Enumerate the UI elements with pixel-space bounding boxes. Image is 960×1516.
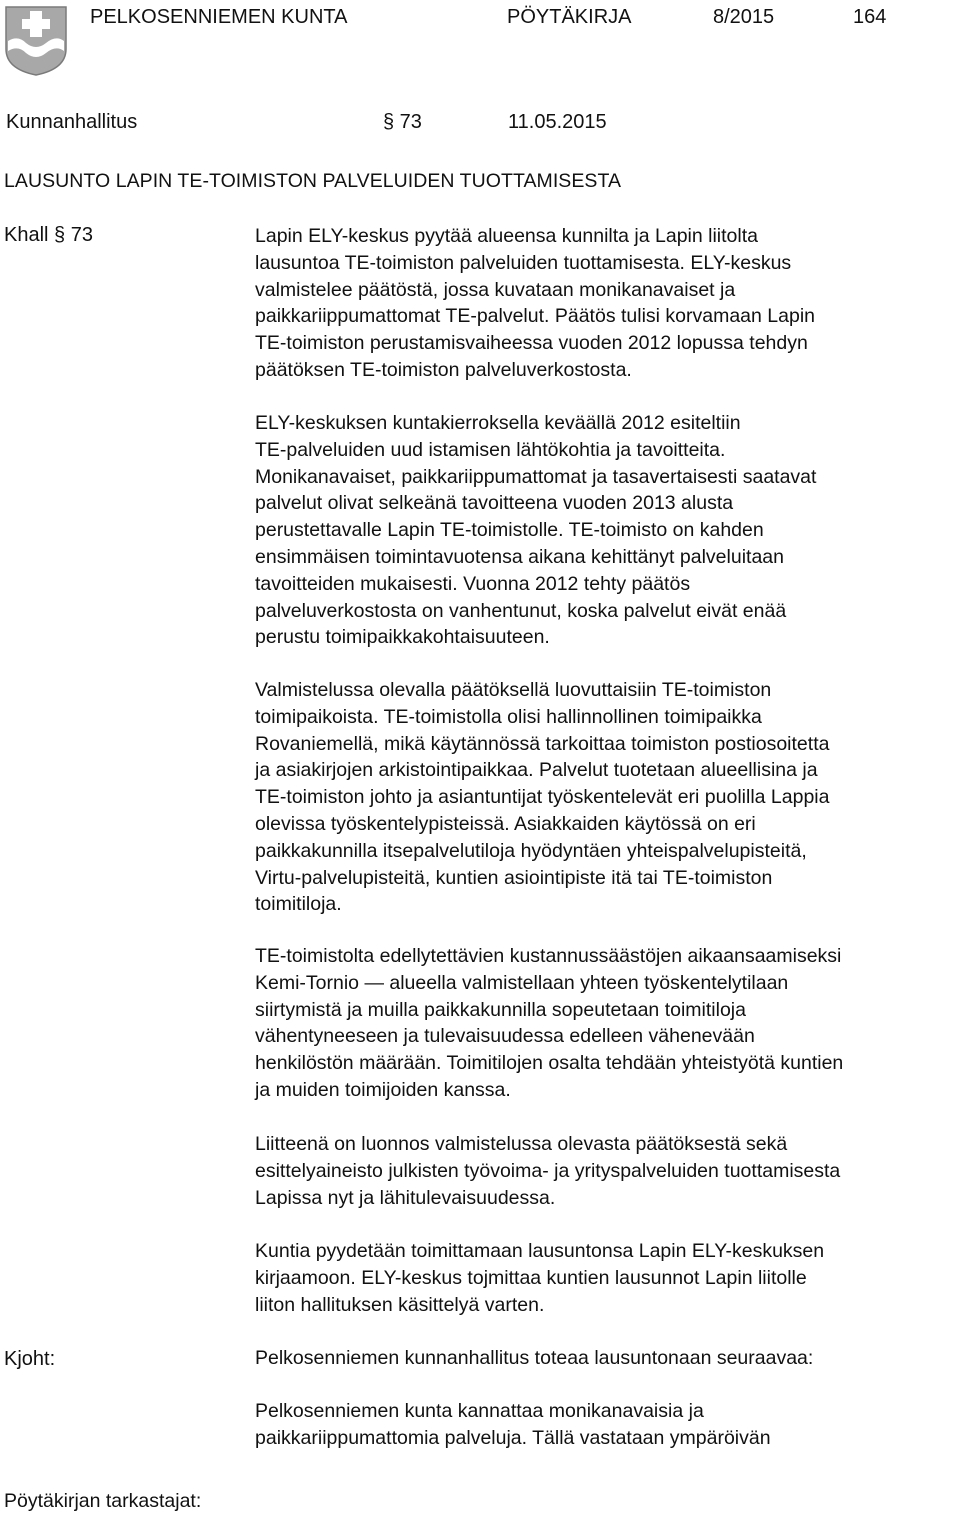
- paragraph-line: palvelut olivat selkeänä tavoitteena vuoden 2013 alusta: [255, 492, 734, 515]
- paragraph-line: lausuntoa TE-toimiston palveluiden tuottamisesta. ELY-keskus: [255, 251, 792, 274]
- document-title: LAUSUNTO LAPIN TE-TOIMISTON PALVELUIDEN TUOTTAMISESTA: [4, 170, 622, 192]
- paragraph: [255, 410, 960, 651]
- meeting-section: § 73: [383, 111, 422, 133]
- paragraph: [255, 1398, 960, 1452]
- paragraph-line: ELY-keskuksen kuntakierroksella keväällä 2012 esiteltiin: [255, 412, 741, 434]
- paragraph: [255, 1345, 960, 1372]
- paragraph-line: Liitteenä on luonnos valmistelussa olevasta päätöksestä sekä: [255, 1133, 788, 1155]
- header-doc-type: PÖYTÄKIRJA: [507, 6, 632, 28]
- paragraph-line: toimipaikoista. TE-toimistolla olisi hallinnollinen toimipaikka: [255, 705, 762, 728]
- paragraph: [255, 677, 960, 918]
- header-municipality: PELKOSENNIEMEN KUNTA: [90, 6, 348, 28]
- paragraph-line: Rovaniemellä, mikä käytännössä tarkoittaa toimiston postiosoitetta: [255, 732, 830, 755]
- paragraph-line: Virtu-palvelupisteitä, kuntien asiointipiste itä tai TE-toimiston: [255, 866, 773, 889]
- header-page-number: 164: [853, 6, 887, 28]
- paragraph-line: Valmistelussa olevalla päätöksellä luovuttaisiin TE-toimiston: [255, 679, 772, 701]
- meeting-body: Kunnanhallitus: [6, 111, 138, 133]
- paragraph-line: liiton hallituksen käsittelyä varten.: [255, 1293, 545, 1316]
- paragraph-line: Monikanavaiset, paikkariippumattomat ja tasavertaisesti saatavat: [255, 465, 817, 488]
- paragraph-line: Lapissa nyt ja lähitulevaisuudessa.: [255, 1186, 556, 1209]
- paragraph-line: kirjaamoon. ELY-keskus tojmittaa kuntien lausunnot Lapin liitolle: [255, 1266, 807, 1289]
- paragraph-line: Kuntia pyydetään toimittamaan lausuntonsa Lapin ELY-keskuksen: [255, 1240, 825, 1262]
- paragraph-line: paikkariippumattomia palveluja. Tällä vastataan ympäröivän: [255, 1426, 771, 1449]
- paragraph-line: Pelkosenniemen kunnanhallitus toteaa lausuntonaan seuraavaa:: [255, 1347, 814, 1369]
- paragraph-line: tavoitteiden mukaisesti. Vuonna 2012 tehty päätös: [255, 572, 691, 595]
- meeting-date: 11.05.2015: [508, 111, 607, 133]
- paragraph-line: paikkakunnilla itsepalvelutiloja hyödyntäen yhteispalvelupisteitä,: [255, 839, 807, 862]
- paragraph-line: ja muiden toimijoiden kanssa.: [255, 1078, 511, 1101]
- paragraph: [255, 223, 960, 384]
- paragraph-line: valmistelee päätöstä, jossa kuvataan monikanavaiset ja: [255, 278, 736, 301]
- paragraph-line: TE-toimiston johto ja asiantuntijat työskentelevät eri puolilla Lappia: [255, 786, 830, 809]
- paragraph-line: perustettavalle Lapin TE-toimistolle. TE-toimisto on kahden: [255, 519, 764, 542]
- paragraph-line: Lapin ELY-keskus pyytää alueensa kunnilta ja Lapin liitolta: [255, 225, 759, 247]
- paragraph-line: olevissa työskentelypisteissä. Asiakkaiden käytössä on eri: [255, 812, 756, 835]
- paragraph-line: siirtymistä ja muilla paikkakunnilla sopeutetaan toimitiloja: [255, 998, 746, 1021]
- paragraph-line: TE-toimistolta edellytettävien kustannussäästöjen aikaansaamiseksi: [255, 945, 842, 967]
- paragraph: [255, 1238, 960, 1318]
- header-doc-number: 8/2015: [713, 6, 775, 28]
- coat-of-arms-logo: [4, 5, 68, 77]
- paragraph-line: Kemi-Tornio — alueella valmistellaan yhteen työskentelytilaan: [255, 971, 789, 994]
- paragraph-line: ensimmäisen toimintavuotensa aikana kehittänyt palveluitaan: [255, 545, 784, 568]
- paragraph-line: ja asiakirjojen arkistointipaikkaa. Palvelut tuotetaan alueellisina ja: [255, 759, 818, 782]
- paragraph-line: henkilöstön määrään. Toimitilojen osalta tehdään yhteistyötä kuntien: [255, 1052, 844, 1075]
- paragraph-line: esittelyaineisto julkisten työvoima- ja yrityspalveluiden tuottamisesta: [255, 1159, 841, 1182]
- paragraph-line: toimitiloja.: [255, 893, 342, 916]
- paragraph-line: päätöksen TE-toimiston palveluverkostosta.: [255, 358, 632, 381]
- paragraph-line: TE-toimiston perustamisvaiheessa vuoden 2012 lopussa tehdyn: [255, 332, 808, 355]
- khall-label: Khall § 73: [4, 224, 93, 246]
- paragraph-line: perustu toimipaikkakohtaisuuteen.: [255, 626, 550, 649]
- paragraph: [255, 943, 960, 1104]
- paragraph-line: vähentyneeseen ja tulevaisuudessa edelleen vähenevään: [255, 1025, 755, 1048]
- paragraph-line: paikkariippumattomat TE-palvelut. Päätös tulisi korvamaan Lapin: [255, 305, 816, 328]
- kjoht-label: Kjoht:: [4, 1348, 56, 1370]
- paragraph-line: palveluverkostosta on vanhentunut, koska palvelut eivät enää: [255, 599, 787, 622]
- paragraph: [255, 1131, 960, 1211]
- paragraph-line: TE-palveluiden uud istamisen lähtökohtia ja tavoitteita.: [255, 438, 726, 461]
- footer-label: Pöytäkirjan tarkastajat:: [4, 1490, 202, 1512]
- paragraph-line: Pelkosenniemen kunta kannattaa monikanavaisia ja: [255, 1400, 704, 1422]
